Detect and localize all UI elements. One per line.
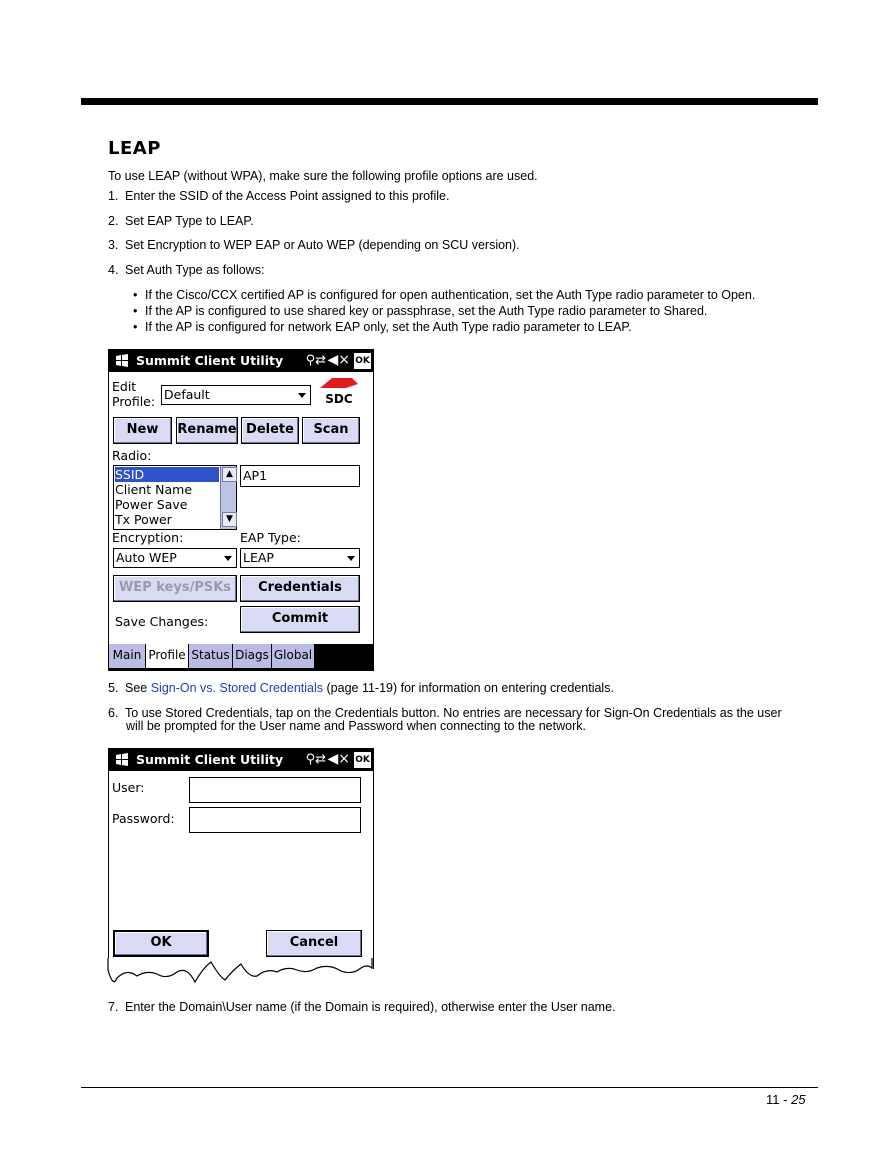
volume-muted-icon[interactable]: ◀× (327, 352, 350, 368)
user-input[interactable] (189, 777, 361, 803)
rename-button[interactable]: Rename (176, 417, 238, 444)
step-number: 2. (108, 214, 119, 228)
step-text: Enter the Domain\User name (if the Domain is required), otherwise enter the User name. (125, 1000, 616, 1014)
ok-button[interactable]: OK (113, 930, 209, 957)
step-1 (108, 189, 449, 203)
title-bar (109, 749, 373, 771)
eap-type-dropdown[interactable] (240, 548, 360, 568)
list-item[interactable]: SSID (115, 467, 219, 482)
password-input[interactable] (189, 807, 361, 833)
tab-global[interactable]: Global (272, 644, 315, 668)
scan-button[interactable]: Scan (302, 417, 360, 444)
user-label: User: (112, 780, 145, 795)
title-bar (109, 350, 373, 372)
step-text: See (125, 681, 151, 695)
intro-text: To use LEAP (without WPA), make sure the following profile options are used. (108, 169, 538, 183)
step-4 (108, 263, 264, 277)
step-5 (108, 681, 614, 695)
bullet-icon: • (133, 288, 138, 302)
list-item[interactable]: Power Save (115, 497, 188, 512)
encryption-value: Auto WEP (116, 550, 177, 565)
radio-value: AP1 (243, 468, 268, 483)
step-number: 3. (108, 238, 119, 252)
bullet-icon: • (133, 320, 138, 334)
chevron-down-icon (347, 556, 355, 561)
step-text: Enter the SSID of the Access Point assigned to this profile. (125, 189, 450, 203)
step-3 (108, 238, 520, 252)
volume-muted-icon[interactable]: ◀× (327, 751, 350, 767)
wep-keys-button[interactable]: WEP keys/PSKs (113, 575, 237, 602)
delete-button[interactable]: Delete (241, 417, 299, 444)
connectivity-icon[interactable]: ⚲⇄ (305, 752, 326, 767)
encryption-label: Encryption: (112, 530, 184, 545)
step-number: 4. (108, 263, 119, 277)
tab-bar (109, 644, 373, 670)
step-2 (108, 214, 254, 228)
credentials-screen (108, 748, 374, 969)
bullet-text: If the AP is configured for network EAP only, set the Auth Type radio parameter to LEAP. (145, 320, 632, 334)
cancel-button[interactable]: Cancel (266, 930, 362, 957)
profile-dropdown[interactable] (161, 385, 311, 405)
tab-status[interactable]: Status (189, 644, 233, 668)
step-text: (page 11-19) for information on entering credentials. (323, 681, 614, 695)
chevron-up-icon[interactable]: ▲ (222, 467, 237, 482)
app-title: Summit Client Utility (136, 752, 284, 767)
step-text: Set EAP Type to LEAP. (125, 214, 254, 228)
step-number: 5. (108, 681, 119, 695)
windows-start-icon[interactable] (115, 354, 129, 367)
tab-diags[interactable]: Diags (233, 644, 272, 668)
ok-close-button[interactable]: OK (354, 752, 371, 768)
page-number-value: 25 (791, 1092, 806, 1107)
chevron-down-icon[interactable]: ▼ (222, 512, 237, 527)
step-7 (108, 1000, 616, 1014)
step-6-continued: will be prompted for the User name and Password when connecting to the network. (126, 719, 586, 733)
step-number: 6. (108, 706, 119, 720)
radio-parameter-list[interactable] (113, 465, 237, 530)
step-6 (108, 706, 782, 720)
footer-rule (81, 1087, 818, 1088)
eap-type-value: LEAP (243, 550, 274, 565)
app-title: Summit Client Utility (136, 353, 284, 368)
edit-label: Edit (112, 379, 137, 394)
chevron-down-icon (224, 556, 232, 561)
password-label: Password: (112, 811, 175, 826)
profile-screen (108, 349, 374, 671)
list-item[interactable]: Client Name (115, 482, 193, 497)
step-number: 1. (108, 189, 119, 203)
section-heading: LEAP (108, 138, 161, 159)
bullet-text: If the Cisco/CCX certified AP is configured for open authentication, set the Auth Type radio parameter to Open. (145, 288, 756, 302)
sign-on-credentials-link[interactable]: Sign-On vs. Stored Credentials (150, 681, 324, 695)
chapter-number: 11 - (766, 1092, 792, 1107)
commit-button[interactable]: Commit (240, 606, 360, 633)
bullet-item (133, 320, 632, 334)
save-changes-label: Save Changes: (115, 614, 209, 629)
bullet-icon: • (133, 304, 138, 318)
profile-value: Default (164, 387, 210, 402)
tab-main[interactable]: Main (109, 644, 146, 668)
bullet-text: If the AP is configured to use shared key or passphrase, set the Auth Type radio parameter to Shared. (145, 304, 708, 318)
sdc-logo-icon (314, 376, 364, 406)
eap-type-label: EAP Type: (240, 530, 301, 545)
radio-value-input[interactable] (240, 465, 360, 487)
bullet-item (133, 288, 755, 302)
page-number (766, 1092, 806, 1107)
chevron-down-icon (298, 393, 306, 398)
profile-label: Profile: (112, 394, 156, 409)
header-rule (81, 98, 818, 105)
bullet-item (133, 304, 707, 318)
radio-label: Radio: (112, 448, 152, 463)
windows-start-icon[interactable] (115, 753, 129, 766)
connectivity-icon[interactable]: ⚲⇄ (305, 353, 326, 368)
torn-edge-decoration (107, 958, 374, 994)
encryption-dropdown[interactable] (113, 548, 237, 568)
credentials-button[interactable]: Credentials (240, 575, 360, 602)
step-number: 7. (108, 1000, 119, 1014)
tab-profile[interactable]: Profile (146, 644, 189, 668)
step-text: Set Auth Type as follows: (125, 263, 265, 277)
logo-text: SDC (325, 392, 353, 406)
ok-close-button[interactable]: OK (354, 353, 371, 369)
scrollbar[interactable] (220, 466, 236, 529)
list-item[interactable]: Tx Power (115, 512, 172, 527)
new-button[interactable]: New (113, 417, 172, 444)
step-text: To use Stored Credentials, tap on the Credentials button. No entries are necessary for Sign-On Credentials as the user (125, 706, 782, 720)
step-text: Set Encryption to WEP EAP or Auto WEP (depending on SCU version). (125, 238, 520, 252)
